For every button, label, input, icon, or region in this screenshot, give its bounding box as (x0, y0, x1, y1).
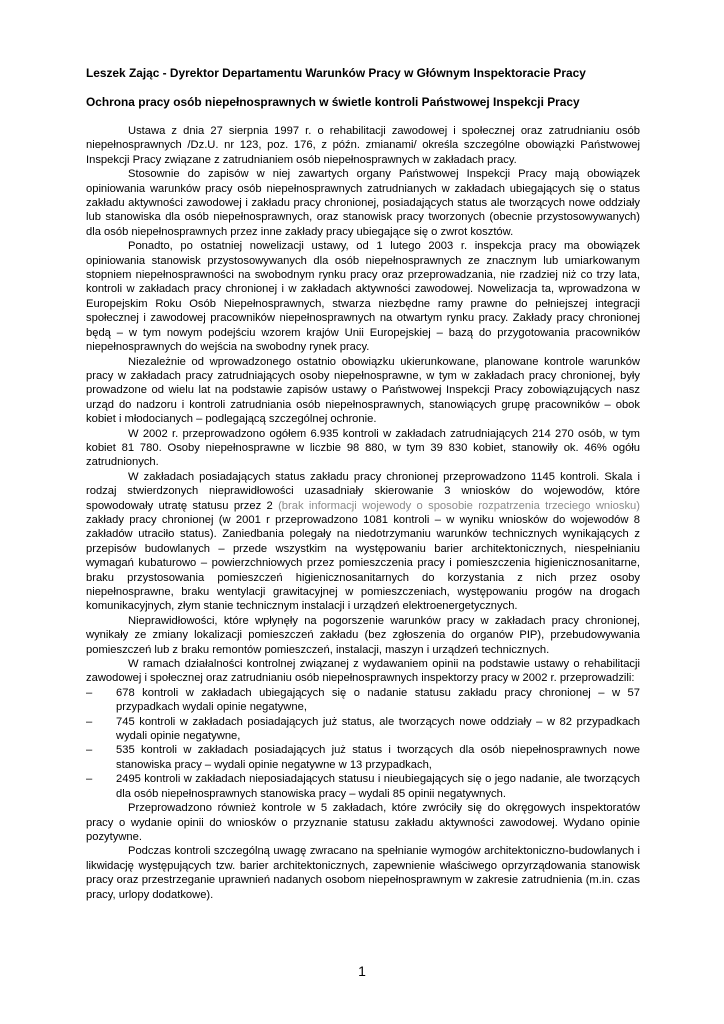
paragraph: Podczas kontroli szczególną uwagę zwracano na spełnianie wymogów architektoniczno-budowlanych i likwidację występujących tzw. barier architektonicznych, zapewnienie właściwego oprzyrządowania stanowisk pracy oraz przestrzeganie uprawnień nadanych osobom niepełnosprawnym w zakresie zatrudnienia (m.in. czas pracy, urlopy dodatkowe). (86, 845, 640, 901)
paragraph: Przeprowadzono również kontrole w 5 zakładach, które zwróciły się do okręgowych inspektoratów pracy o wydanie opinii do wniosków o przyznanie statusu zakładu aktywności zawodowej. Wydano opinie pozytywne. (86, 802, 640, 843)
paragraph: W ramach działalności kontrolnej związanej z wydawaniem opinii na podstawie ustawy o rehabilitacji zawodowej i społecznej oraz zatrudnianiu osób niepełnosprawnych inspektorzy pracy w 2002 r. przeprowadzili: (86, 658, 640, 685)
paragraph: Ustawa z dnia 27 sierpnia 1997 r. o rehabilitacji zawodowej i społecznej oraz zatrudnianiu osób niepełnosprawnych /Dz.U. nr 123, poz. 176, z późn. zmianami/ określa szczególne obowiązki Państwowej Inspekcji Pracy związane z zatrudnianiem osób niepełnosprawnych w zakładach pracy. (86, 125, 640, 166)
document-title: Ochrona pracy osób niepełnosprawnych w świetle kontroli Państwowej Inspekcji Pracy (86, 95, 580, 109)
paragraph: Nieprawidłowości, które wpłynęły na pogorszenie warunków pracy w zakładach pracy chronionej, wynikały ze zmiany lokalizacji pomieszczeń zakładu (bez zgłoszenia do organów PIP), przebudowywania pomieszczeń lub z braku remontów pomieszczeń, instalacji, maszyn i urządzeń technicznych. (86, 614, 640, 656)
grey-remark: (brak informacji wojewody o sposobie rozpatrzenia trzeciego wniosku) (278, 499, 640, 512)
document-body (86, 124, 640, 902)
paragraph: W 2002 r. przeprowadzono ogółem 6.935 kontroli w zakładach zatrudniających 214 270 osób, w tym kobiet 81 780. Osoby niepełnosprawne w liczbie 98 880, w tym 39 830 kobiet, stanowiły ok. 46% ogółu zatrudnionych. (86, 427, 640, 469)
list-item-text: 745 kontroli w zakładach posiadających już status, ale tworzących nowe oddziały – w 82 przypadkach wydali opinie negatywne, (116, 715, 640, 743)
document-page (86, 66, 640, 902)
dash-bullet: – (86, 686, 93, 699)
paragraph-text: zakłady pracy chronionej (w 2001 r przeprowadzono 1081 kontroli – w wyniku wniosków do wojewodów 8 zakładów utraciło status). Zaniedbania polegały na niedotrzymaniu warunków technicznych wynikających z przepisów budowlanych – przede wszystkim na występowaniu barier architektonicznych, niespełnianiu wymagań kubaturowo – powierzchniowych przez pomieszczenia pracy i pomieszczenia higienicznosanitarne, braku przystosowania pomieszczeń higienicznosanitarnych do korzystania z nich przez osoby niepełnosprawne, braku wentylacji grawitacyjnej w pomieszczeniach, występowaniu progów na drogach komunikacyjnych, złym stanie technicznym instalacji i urządzeń elektroenergetycznych. (86, 513, 640, 613)
page-number: 1 (358, 963, 366, 979)
dash-bullet: – (86, 744, 93, 757)
list-item-text: 535 kontroli w zakładach posiadających już status i tworzących dla osób niepełnosprawnych nowe stanowiska pracy – wydali opinie negatywne w 13 przypadkach, (116, 744, 640, 771)
list-item (86, 772, 640, 801)
list-item-text: 2495 kontroli w zakładach nieposiadających statusu i nieubiegających się o jego nadanie, ale tworzących dla osób niepełnosprawnych stanowiska pracy – wydali 85 opinii negatywnych. (116, 773, 640, 800)
dash-bullet: – (86, 715, 93, 728)
paragraph (86, 470, 640, 614)
paragraph: Niezależnie od wprowadzonego ostatnio obowiązku ukierunkowane, planowane kontrole warunków pracy w zakładach pracy zatrudniających osoby niepełnosprawne, w tym w zakładach pracy chronionej, były prowadzone od wielu lat na podstawie zapisów ustawy o Państwowej Inspekcji Pracy zobowiązujących nasz urząd do nadzoru i kontroli zatrudniania osób niepełnosprawnych, stanowiących grupę pracowników – obok kobiet i młodocianych – podlegającą szczególnej ochronie. (86, 355, 640, 426)
paragraph-text: W zakładach posiadających status zakładu pracy chronionej przeprowadzono 1145 kontroli. Skala i rodzaj stwierdzonych nieprawidłowości uzasadniały skierowanie 3 wniosków do wojewodów, które spowodowały utratę statusu przez 2 (86, 470, 640, 512)
inspection-list (86, 686, 640, 801)
list-item-text: 678 kontroli w zakładach ubiegających się o nadanie statusu zakładu pracy chronionej – w 57 przypadkach wydali opinie negatywne, (116, 686, 640, 714)
dash-bullet: – (86, 773, 93, 786)
list-item (86, 715, 640, 744)
paragraph: Stosownie do zapisów w niej zawartych organy Państwowej Inspekcji Pracy mają obowiązek opiniowania warunków pracy osób niepełnosprawnych zatrudnianych w zakładach ubiegających się o status zakładu aktywności zawodowej i zakładu pracy chronionej, posiadających status ale tworzących nowe oddziały lub stanowiska dla osób niepełnosprawnych, oraz stanowisk pracy tworzonych (obecnie przystosowywanych) dla osób niepełnosprawnych przez inne zakłady pracy ubiegające się o zwrot kosztów. (86, 168, 640, 238)
author-line: Leszek Zając - Dyrektor Departamentu Warunków Pracy w Głównym Inspektoracie Pracy (86, 66, 586, 80)
list-item (86, 743, 640, 772)
list-item (86, 686, 640, 715)
paragraph: Ponadto, po ostatniej nowelizacji ustawy, od 1 lutego 2003 r. inspekcja pracy ma obowiązek opiniowania stanowisk przystosowywanych dla osób niepełnosprawnych ze znacznym lub umiarkowanym stopniem niepełnosprawności na swobodnym rynku pracy oraz przeprowadzania, nie rzadziej niż co trzy lata, kontroli w zakładach pracy chronionej i w zakładach aktywności zawodowej. Nowelizacja ta, wprowadzona w Europejskim Roku Osób Niepełnosprawnych, stwarza niezbędne ramy prawne do pełniejszej integracji społecznej i zawodowej pracowników niepełnosprawnych na otwartym rynku pracy. Zakłady pracy chronionej będą – w tym nowym podejściu wzorem krajów Unii Europejskiej – bazą do przygotowania pracowników niepełnosprawnych do wejścia na swobodny rynek pracy. (86, 240, 640, 354)
